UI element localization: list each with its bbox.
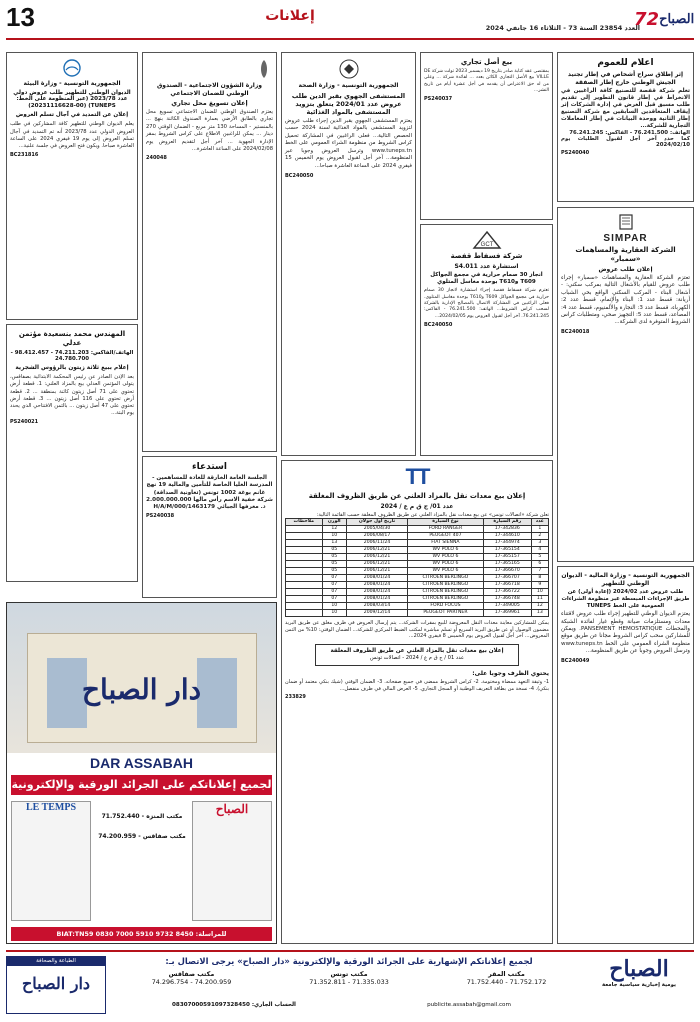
table-header-cell: عدد bbox=[531, 519, 548, 526]
ad-convocation bbox=[142, 456, 277, 598]
table-cell: CITROEN BERLINGO bbox=[408, 589, 484, 596]
table-cell: 1 bbox=[531, 526, 548, 533]
table-cell bbox=[286, 540, 323, 547]
table-cell bbox=[286, 596, 323, 603]
table-cell: 17-366718 bbox=[483, 582, 531, 589]
table-row bbox=[286, 561, 549, 568]
cnss-logo bbox=[146, 58, 273, 80]
table-cell: 17-366670 bbox=[483, 568, 531, 575]
table-cell: 7 bbox=[531, 568, 548, 575]
ad-ref: PS240038 bbox=[146, 513, 175, 520]
table-cell: 11 bbox=[531, 596, 548, 603]
table-cell: 07 bbox=[322, 582, 346, 589]
ad-line: انجاز 30 صمام حرارية في مجمع الجواكل T609 وT610 بوحدة مغاسل المتلوي bbox=[430, 272, 543, 286]
page-number: 13 bbox=[6, 2, 35, 32]
table-cell: 2 bbox=[531, 533, 548, 540]
tender-title: إعلان بيع معدات نقل بالمزاد العلني عن طريق الظروف المغلقة bbox=[308, 492, 526, 500]
svg-text:GCT: GCT bbox=[480, 242, 493, 248]
ad-phone: الهاتف/الفاكس: 74.211.203 - 98.412.457 - 24.780.700 bbox=[10, 349, 134, 363]
footer-logo-word: الصباح bbox=[609, 956, 669, 982]
office-hq-phone: 71.752.440 - 71.752.172 bbox=[466, 978, 547, 986]
table-cell: PEUGEOT 407 bbox=[408, 533, 484, 540]
le-temps-paper bbox=[11, 801, 91, 921]
table-cell: 13 bbox=[531, 610, 548, 617]
table-cell: 07 bbox=[322, 575, 346, 582]
ad-title: استدعاء bbox=[192, 462, 227, 472]
table-cell: 12 bbox=[322, 526, 346, 533]
section-title: إعلانات bbox=[265, 8, 315, 24]
ad-onas-extension bbox=[6, 52, 138, 320]
table-header-cell: تاريخ أول جولان bbox=[347, 519, 408, 526]
table-cell: 17-369961 bbox=[483, 610, 531, 617]
table-cell: 17-349005 bbox=[483, 603, 531, 610]
table-row bbox=[286, 526, 549, 533]
ad-line: إعلان عن التمديد في آجال تسلم العروض bbox=[15, 112, 129, 119]
ad-body: تعتزم الشركة العقارية والمساهمات «سمبار» إجراء طلب عروض للقيام بالأشغال التالية بمركب سكني: - أشغال البناء - المركب السكني الواقع بحي الشباب أريانة: قسط عدد 1: البناء والإتمام، قسط عدد 2: الكهرباء، قسط عدد 3: النجارة والألمنيوم، قسط عدد 4: المصاعد، قسط عدد 5: التجهيز صحي، ومتطلبات كراس الشروط المتوفرة لدى الشركة... bbox=[561, 275, 690, 326]
table-cell: 2006/12/21 bbox=[347, 547, 408, 554]
building-photo bbox=[7, 603, 276, 753]
table-cell: 12 bbox=[531, 603, 548, 610]
table-cell: 3 bbox=[531, 540, 548, 547]
table-cell: 2006/11/24 bbox=[347, 540, 408, 547]
table-cell bbox=[286, 603, 323, 610]
ad-subtitle: إعلان طلب عروض bbox=[598, 265, 653, 273]
footer-slogan: لجميع إعلاناتكم الإشهارية على الجرائد الورقية والإلكترونية «دار الصباح» يرجى الاتصال بـ: bbox=[165, 956, 533, 966]
table-row bbox=[286, 603, 549, 610]
ad-title: اعلام للعموم bbox=[597, 58, 654, 68]
ad-title: الجمهورية التونسية - وزارة البيئة bbox=[23, 80, 121, 87]
table-cell: 2008/01/24 bbox=[347, 596, 408, 603]
table-row bbox=[286, 568, 549, 575]
office-sfax bbox=[119, 970, 264, 1000]
footer-dar-sub: الطباعة والصحافة bbox=[7, 957, 105, 966]
table-cell bbox=[286, 526, 323, 533]
ad-ref: PS240040 bbox=[561, 150, 590, 157]
office-tunis-title: مكتب تونس bbox=[330, 970, 368, 978]
ad-body: تعلم شركة قفصة للتصنيع كافة الراغبين في الانخراط في إطار قانون التطوير إلى تقديم طلب مسبق قبل الغرض في إدارة الشركات إثر إيقاف المتعاقدين السابقين مع شركة التصنيع إطار الثانية ووحدة البيانات في إطار المعاملات التجارية للشركة... bbox=[561, 88, 690, 130]
footer bbox=[6, 950, 694, 1016]
ad-title: بيع أصل تجاري bbox=[460, 58, 513, 66]
table-cell bbox=[286, 610, 323, 617]
table-cell bbox=[286, 568, 323, 575]
office-hq-title: مكتب المقر bbox=[488, 970, 525, 978]
table-row bbox=[286, 540, 549, 547]
table-cell: 2008/01/24 bbox=[347, 575, 408, 582]
ad-ref: BC240050 bbox=[285, 172, 314, 179]
republic-emblem bbox=[285, 58, 412, 80]
ad-subtitle: المستشفى الجهوي بقبر الدين طلب عروض عدد 2024/01 يتعلق بتزويد المستشفى بالمواد الغذائية bbox=[291, 91, 406, 116]
ad-ref: BC240050 bbox=[424, 322, 453, 329]
table-cell: FORD FOCUS bbox=[408, 603, 484, 610]
table-cell: PEUGEOT PARTNER bbox=[408, 610, 484, 617]
ad-body: بمقتضى عقد كتابة صادر بتاريخ 19 ديسمبر 2023 تولت شركة DE VILLE بيع الأصل التجاري الكائن بعدد ... لفائدة شركة ... وعلى من له حق الاعتراض أن يقدمه في أجل عشرة أيام من تاريخ النشر... bbox=[424, 68, 550, 93]
ad-body: يعتزم المستشفى الجهوي بقبر الدين إجراء طلب عروض لتزويد المستشفى بالمواد الغذائية لسنة 2024 حسب الحصص التالية... فعلى الراغبين في المشاركة تحميل كراس الشروط من منظومة الشراء العمومي على الخط www.tuneps.tn وترسل العروض وجوبا عبر المنظومة... آخر أجل لقبول العروض يوم الخميس 15 فيفري 2024 على الساعة العاشرة صباحا... bbox=[285, 117, 412, 170]
table-cell: CITROEN BERLINGO bbox=[408, 582, 484, 589]
ad-ref: BC231816 bbox=[10, 152, 39, 159]
table-cell: 10 bbox=[322, 533, 346, 540]
table-cell bbox=[286, 561, 323, 568]
simpar-emblem-icon bbox=[617, 213, 635, 231]
table-row bbox=[286, 596, 549, 603]
table-row bbox=[286, 547, 549, 554]
promo-slogan: لجميع إعلاناتكم على الجرائد الورقية والإلكترونية bbox=[11, 775, 272, 795]
table-cell: 05 bbox=[322, 561, 346, 568]
dar-assabah-arabic: دار الصباح bbox=[81, 673, 202, 706]
table-row bbox=[286, 582, 549, 589]
table-cell bbox=[286, 547, 323, 554]
table-cell: 05 bbox=[322, 547, 346, 554]
promo-bank-line: للمراسلة: BIAT:TN59 0830 7000 5910 9732 8450 bbox=[11, 927, 272, 941]
table-cell: CITROEN BERLINGO bbox=[408, 596, 484, 603]
table-cell: 05 bbox=[322, 554, 346, 561]
ad-tunisie-telecom bbox=[281, 460, 553, 944]
ad-subtitle: الديوان الوطني للتطهير طلب عروض دولي عدد 2023/78 (عبر المنظومة على الخط: TUNEPS) (20231116628-00) bbox=[13, 89, 131, 110]
ad-ref: BC240049 bbox=[561, 657, 590, 664]
table-cell bbox=[286, 554, 323, 561]
assabah-paper bbox=[192, 801, 272, 921]
table-cell: 17-366722 bbox=[483, 589, 531, 596]
table-cell: 17-342836 bbox=[483, 526, 531, 533]
ad-title: المهندس محمد بنسعيدة مؤتمن عدلي bbox=[18, 330, 126, 347]
table-cell bbox=[286, 589, 323, 596]
table-cell: 2009/12/14 bbox=[347, 610, 408, 617]
ad-body: الجلسة العامة الخارقة للعادة للمساهمين - المدرسة العليا الخاصة للتأمين والمالية 19 نهج غانم بوغة 1002 تونس (تعاونية الصداقة) شركة خفية الاسم رأس مالها 2.000.000.000 د. معرفها الجبائي 1463179/H/A/M/000 bbox=[146, 475, 273, 511]
table-header-cell: ملاحظات bbox=[286, 519, 323, 526]
ad-body: يعلم الديوان الوطني للتطهير كافة المشاركين في طلب العروض الدولي عدد 2023/78 أنه تم التمديد في آجال تسلم العروض إلى يوم 19 فيفري 2024 على الساعة العاشرة صباحا. ويكون فتح العروض في جلسة علنية... bbox=[10, 121, 134, 150]
table-cell: WV POLO 6 bbox=[408, 561, 484, 568]
simpar-name: SIMPAR bbox=[603, 233, 648, 244]
onas-logo bbox=[10, 58, 134, 78]
table-header-cell: الوزن bbox=[322, 519, 346, 526]
footer-dar-label: دار الصباح bbox=[21, 973, 91, 993]
table-cell: 9 bbox=[531, 582, 548, 589]
ad-deadline: كما حدد آخر أجل لقبول الطلبات يوم 2024/02/10 bbox=[561, 136, 690, 149]
ad-subtitle: إثر إطلاق سراح أشخاص في إطار تجنيد الجيش الوطني خارج إطار الصفقة bbox=[567, 71, 684, 86]
table-cell: WV POLO 6 bbox=[408, 554, 484, 561]
dar-assabah-promo bbox=[6, 602, 277, 944]
gct-logo bbox=[424, 230, 549, 250]
ad-subtitle: استشارة عدد S4.011 bbox=[454, 262, 519, 270]
ad-ref: 240048 bbox=[146, 155, 167, 162]
table-cell: 17-344610 bbox=[483, 533, 531, 540]
ad-gafsa-phosphate bbox=[420, 224, 553, 456]
ad-ref: BC240018 bbox=[561, 328, 590, 335]
newspaper-logo bbox=[634, 4, 694, 34]
table-row bbox=[286, 575, 549, 582]
company-logo-icon bbox=[472, 230, 502, 250]
table-cell: 8 bbox=[531, 575, 548, 582]
issue-info: العدد 23854 السنة 73 - الثلاثاء 16 جانفي 2024 bbox=[485, 24, 640, 32]
ad-subtitle: إعلام ببيع ثلاثة زيتون بالرؤوس الشجرية bbox=[15, 365, 129, 371]
table-cell: 2006/12/21 bbox=[347, 554, 408, 561]
table-row bbox=[286, 554, 549, 561]
required-body: 1- وثيقة التعهد ممضاة ومختومة. 2- كراس الشروط ممضى في جميع صفحاته. 3- الضمان الوقتي (شيك بنكي معتمد أو ضمان بنكي). 4- نسخة من بطاقة التعريف الوطنية أو السجل التجاري. 5- العرض المالي في ظرف منفصل... bbox=[285, 679, 550, 692]
table-header-cell: نوع السيارة bbox=[408, 519, 484, 526]
envelope-box bbox=[315, 644, 519, 665]
ad-subtitle: طلب عروض عدد 2024/02 (إعادة أولى) عن طريق الإجراءات المبسطة عبر منظومة الشراءات العمومية على الخط TUNEPS bbox=[561, 589, 690, 609]
table-cell bbox=[286, 575, 323, 582]
ad-body: تعتزم شركة فسفاط قفصة إجراء استشارة لانجاز 30 صمام حرارية في مجمع الجواكل T609 وT610 بوحدة مغاسل المتلوي. فعلى الراغبين في المشاركة الاتصال بالمصالح الإدارية بالشركة لسحب كراس الشروط... الهاتف: 76.241.500 - الفاكس: 76.241.245. آخر أجل لقبول العروض يوم 2024/02/05... bbox=[424, 288, 550, 319]
table-cell: 17-365157 bbox=[483, 554, 531, 561]
ad-simpar bbox=[557, 207, 694, 562]
table-cell: 10 bbox=[531, 589, 548, 596]
cnss-logo-icon bbox=[255, 58, 273, 80]
table-cell: 2005/04/30 bbox=[347, 526, 408, 533]
tender-intro: تعلن شركة «اتصالات تونس» عن بيع معدات نقل بالمزاد العلني عن طريق الظروف المغلقة حسب القائمة التالية: bbox=[316, 512, 549, 519]
ad-ref: PS240021 bbox=[10, 419, 39, 426]
table-cell: FIAT SIENNA bbox=[408, 540, 484, 547]
office-tunis bbox=[277, 970, 422, 1000]
table-cell bbox=[286, 533, 323, 540]
ad-body: بعد الإذن الصادر عن رئيس المحكمة الابتدائية بصفاقس، يتولى المؤتمن العدلي بيع بالمزاد العلني: 1. قطعة أرض تحتوي على 71 أصل زيتون كائنة بمنطقة ... 2. قطعة أرض تحتوي على 116 أصل زيتون ... 3. قطعة أرض تحتوي على 47 أصل زيتون ... بالثمن الافتتاحي الذي يحدد يوم البتة... bbox=[10, 374, 134, 417]
tt-logo: TT bbox=[405, 464, 429, 489]
header-rule bbox=[6, 38, 694, 40]
footer-logo bbox=[584, 956, 694, 1014]
table-cell bbox=[286, 582, 323, 589]
ad-title: الشركة العقارية والمساهمات «سمبار» bbox=[575, 246, 676, 263]
table-cell: WV POLO 6 bbox=[408, 547, 484, 554]
assabah-logo: الصباح bbox=[215, 802, 249, 816]
footer-offices bbox=[119, 970, 579, 1000]
footer-email[interactable]: publicite.assabah@gmail.com bbox=[427, 1002, 511, 1008]
ad-ref: PS240037 bbox=[424, 96, 453, 103]
le-temps-logo: LE TEMPS bbox=[25, 802, 77, 813]
ad-hospital bbox=[281, 52, 416, 456]
required-title: يحتوي الظرف وجوبا على: bbox=[472, 669, 549, 677]
onas-logo-icon bbox=[59, 58, 85, 78]
table-cell: 07 bbox=[322, 596, 346, 603]
ad-contacts: الهاتف: 76.241.500 - الفاكس: 76.241.245 bbox=[569, 130, 690, 137]
table-row bbox=[286, 533, 549, 540]
promo-office-2: مكتب صفاقس - 74.200.959 bbox=[98, 833, 186, 840]
ad-public-notice bbox=[557, 52, 694, 202]
ad-title: الجمهورية التونسية - وزارة الصحة bbox=[298, 82, 399, 89]
office-sfax-title: مكتب صفاقس bbox=[168, 970, 215, 978]
ad-business-sale bbox=[420, 52, 553, 220]
table-cell: FORD RANGER bbox=[408, 526, 484, 533]
table-cell: CITROEN BERLINGO bbox=[408, 575, 484, 582]
ad-title: وزارة الشؤون الاجتماعية - الصندوق الوطني للضمان الاجتماعي bbox=[156, 82, 263, 97]
logo-number: 72 bbox=[634, 8, 660, 30]
table-header-cell: رقم السيارة bbox=[483, 519, 531, 526]
table-cell: 2008/01/24 bbox=[347, 582, 408, 589]
table-cell: 2008/03/14 bbox=[347, 603, 408, 610]
footer-dar-box bbox=[6, 956, 106, 1014]
table-cell: 2006/12/21 bbox=[347, 568, 408, 575]
emblem-icon bbox=[338, 58, 360, 80]
promo-office: مكتب المنزه - 71.752.440 bbox=[101, 813, 183, 820]
table-cell: 6 bbox=[531, 561, 548, 568]
table-cell: 10 bbox=[322, 610, 346, 617]
ad-body: يعتزم الديوان الوطني للتطهير إجراء طلب عروض لاقتناء معدات ومستلزمات صيانة وقطع غيار لفائدة الشبكة والمحطات PANSEMENT HEMOSTATIQUE. ويمكن للمشاركين سحب كراس الشروط مجانا عن طريق موقع منظومة الشراء العمومي على الخط www.tuneps.tn وترسل العروض وجوبا عن طريق المنظومة... bbox=[561, 611, 690, 655]
table-cell: 13 bbox=[322, 540, 346, 547]
table-cell: 4 bbox=[531, 547, 548, 554]
footer-rib: الحساب الجاري: 08307000591097328450 bbox=[172, 1002, 296, 1008]
footer-logo-sub: يومية إخبارية سياسية جامعة bbox=[601, 982, 677, 988]
office-sfax-phone: 74.296.754 - 74.200.959 bbox=[151, 978, 232, 986]
table-cell: 2006/12/21 bbox=[347, 561, 408, 568]
ad-subtitle: إعلان تسويغ محل تجاري bbox=[171, 99, 248, 107]
envelope-title: إعلان بيع معدات نقل بالمزاد العلني عن طريق الظروف المغلقة bbox=[330, 648, 504, 655]
table-row bbox=[286, 589, 549, 596]
table-cell: 17-366707 bbox=[483, 575, 531, 582]
envelope-sub: عدد 01 / ج ق م ع / 2024 - اتصالات تونس bbox=[369, 655, 465, 662]
ad-title: الجمهورية التونسية - وزارة المالية - الديوان الوطني للتطهير bbox=[561, 572, 690, 587]
table-cell: 10 bbox=[322, 603, 346, 610]
table-cell: 2008/01/24 bbox=[347, 589, 408, 596]
office-hq bbox=[434, 970, 579, 1000]
table-cell: 5 bbox=[531, 554, 548, 561]
ad-bailiff bbox=[6, 324, 138, 582]
table-cell: WV POLO 6 bbox=[408, 568, 484, 575]
tender-sub: عدد 01/ ج ق م ع / 2024 bbox=[380, 502, 454, 510]
table-cell: 17-344974 bbox=[483, 540, 531, 547]
table-cell: 17-365165 bbox=[483, 561, 531, 568]
table-cell: 17-365154 bbox=[483, 547, 531, 554]
office-tunis-phone: 71.352.811 - 71.335.033 bbox=[309, 978, 389, 986]
vehicles-table bbox=[285, 518, 549, 617]
simpar-logo bbox=[561, 211, 690, 233]
tender-body: يمكن للمشاركين معاينة معدات النقل المعروضة للبيع بمقرات الشركة... يتم إرسال العروض في ظرف مغلق عن طريق البريد مضمون الوصول أو عن طريق البريد السريع أو تسلم مباشرة لمكتب الضبط المركزي للشركة... الضمان الوقتي: 10% من الثمن المعروض... آخر أجل لقبول العروض يوم الخميس 8 فيفري 2024... bbox=[285, 620, 549, 640]
table-cell: 07 bbox=[322, 589, 346, 596]
table-cell: 17-366748 bbox=[483, 596, 531, 603]
ad-ref: 233829 bbox=[285, 694, 306, 701]
ad-onas bbox=[557, 566, 694, 944]
ad-cnss bbox=[142, 52, 277, 452]
dar-assabah-latin: DAR ASSABAH bbox=[90, 755, 193, 771]
table-row bbox=[286, 610, 549, 617]
table-cell: 05 bbox=[322, 568, 346, 575]
logo-word: الصباح bbox=[659, 11, 695, 27]
ad-title: شركة فسفاط قفصة bbox=[450, 252, 523, 260]
ad-body: يعتزم الصندوق الوطني للضمان الاجتماعي تسويغ محل تجاري بالطابق الأرضي بعمارة الصندوق الكائنة بنهج ... بالمنستير - المساحة 130 متر مربع - الضمان الوقتي 270 دينار ... يمكن للراغبين الاطلاع على كراس الشروط بمقر الإدارة الجهوية ... آخر أجل لتقديم العروض يوم 2024/02/08 على الساعة العاشرة... bbox=[146, 109, 273, 153]
table-cell: 2006/08/17 bbox=[347, 533, 408, 540]
